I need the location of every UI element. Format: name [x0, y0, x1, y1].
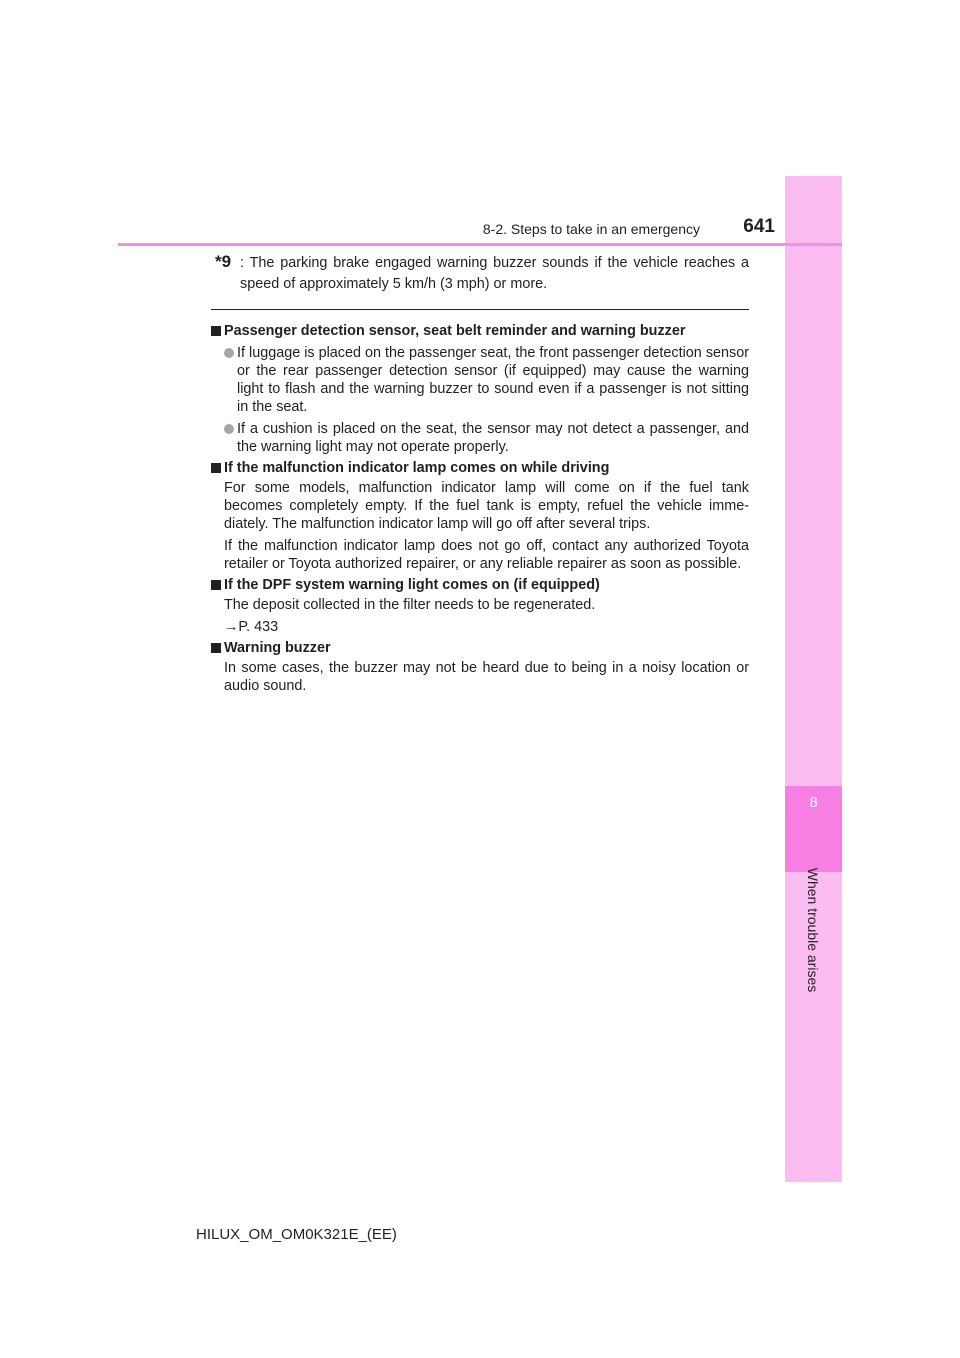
page-number: 641: [743, 216, 775, 237]
section-title: 8-2. Steps to take in an emergency: [482, 221, 700, 237]
square-bullet-icon: [211, 580, 221, 590]
section-heading: [211, 639, 749, 657]
heading-text: Warning buzzer: [224, 640, 331, 656]
list-item-text: If a cushion is placed on the seat, the sensor may not detect a passenger, and the warning light may not operate properly.: [237, 421, 749, 455]
section-heading: [211, 322, 749, 340]
paragraph: If the malfunction indicator lamp does not go off, contact any authorized Toyota retailer or Toyota authorized repairer, or any reliable repairer as soon as possible.: [224, 538, 749, 572]
document-code: HILUX_OM_OM0K321E_(EE): [196, 1226, 397, 1243]
heading-text: Passenger detection sensor, seat belt reminder and warning buzzer: [224, 323, 686, 339]
list-item: [211, 344, 749, 416]
section-heading: [211, 459, 749, 477]
paragraph: In some cases, the buzzer may not be heard due to being in a noisy location or audio sound.: [224, 660, 749, 694]
square-bullet-icon: [211, 643, 221, 653]
section-heading: [211, 576, 749, 594]
footnote-divider: [211, 309, 749, 310]
page-reference-link[interactable]: →P. 433: [224, 619, 279, 635]
footnote-text-line1: : The parking brake engaged warning buzzer sounds if the vehicle reaches a: [240, 255, 749, 271]
paragraph: For some models, malfunction indicator lamp will come on if the fuel tank becomes completely empty. If the fuel tank is empty, refuel the vehicle imme-diately. The malfunction indicator lamp will go off after several trips.: [224, 480, 749, 532]
page-content: [211, 254, 749, 695]
circle-bullet-icon: [224, 348, 234, 358]
chapter-title-vertical: When trouble arises: [805, 867, 821, 993]
paragraph: The deposit collected in the filter needs to be regenerated.: [224, 597, 596, 613]
square-bullet-icon: [211, 326, 221, 336]
heading-text: If the DPF system warning light comes on (if equipped): [224, 577, 600, 593]
chapter-side-tab: [785, 176, 842, 1182]
list-item-text: If luggage is placed on the passenger seat, the front passenger detection sensor or the rear passenger detection sensor (if equipped) may cause the warning light to flash and the warning buzzer to sound even if a passenger is not sitting in the seat.: [237, 345, 750, 415]
list-item: [211, 420, 749, 456]
circle-bullet-icon: [224, 424, 234, 434]
header-divider: [118, 243, 842, 246]
heading-text: If the malfunction indicator lamp comes on while driving: [224, 460, 610, 476]
chapter-number-tab: 8: [785, 786, 842, 872]
square-bullet-icon: [211, 463, 221, 473]
footnote-text-line2: speed of approximately 5 km/h (3 mph) or more.: [240, 276, 548, 292]
footnote-mark: *9: [215, 252, 232, 271]
footnote: [211, 254, 749, 293]
